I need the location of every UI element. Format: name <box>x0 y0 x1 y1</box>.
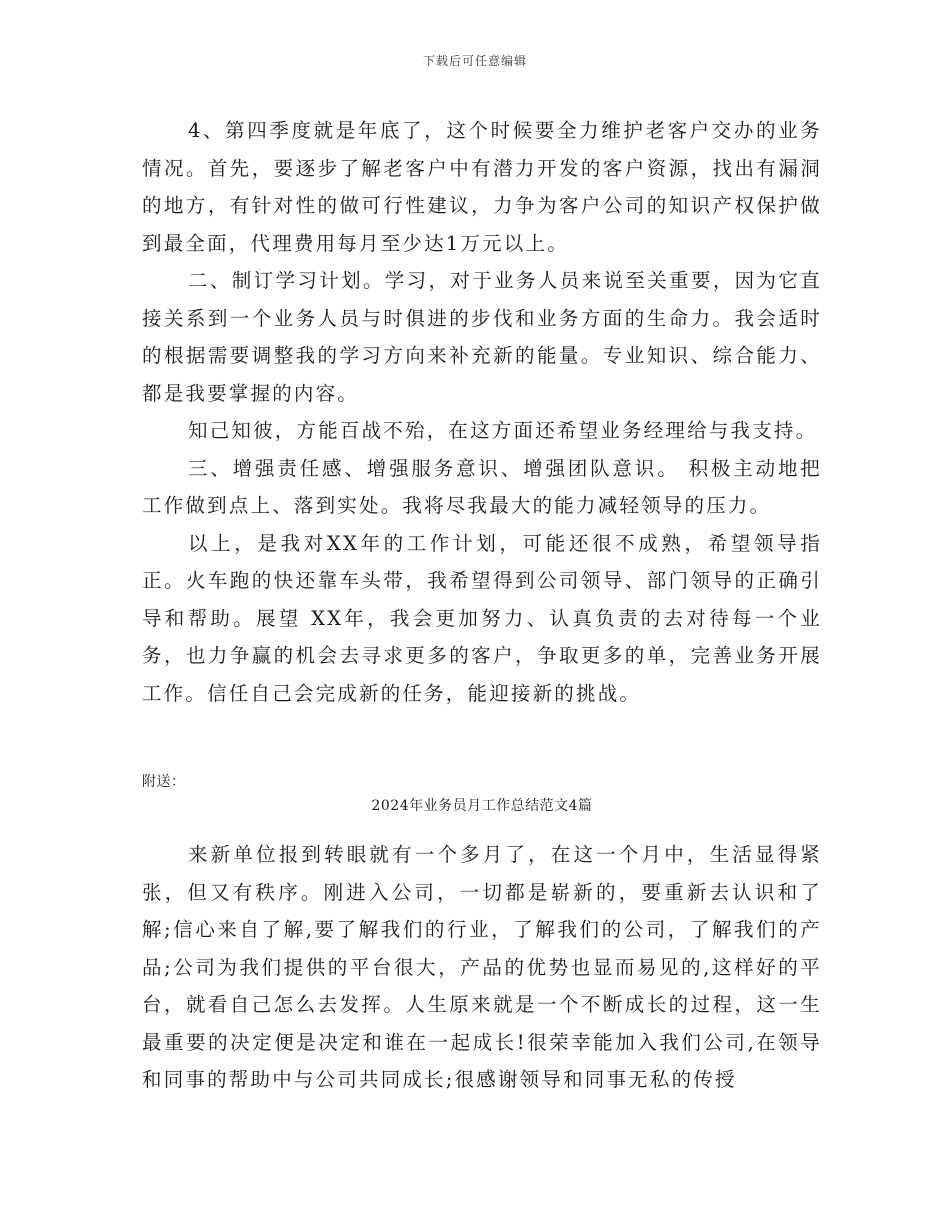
paragraph-conclusion: 以上，是我对XX年的工作计划，可能还很不成熟，希望领导指正。火车跑的快还靠车头带，我希望得到公司领导、部门领导的正确引导和帮助。展望 XX年，我会更加努力、认真负责的去对待每一个业务，也力争赢的机会去寻求更多的客户，争取更多的单，完善业务开展工作。信任自己会完成新的任务，能迎接新的挑战。 <box>142 531 822 705</box>
document-body <box>142 112 822 1099</box>
paragraph-responsibility: 三、增强责任感、增强服务意识、增强团队意识。 积极主动地把工作做到点上、落到实处。我将尽我最大的能力减轻领导的压力。 <box>142 456 822 517</box>
page-header: 下载后可任意编辑 <box>422 54 527 68</box>
paragraph-know-yourself: 知己知彼，方能百战不殆，在这方面还希望业务经理给与我支持。 <box>188 419 818 442</box>
annex-title: 2024年业务员月工作总结范文4篇 <box>371 798 593 814</box>
paragraph-annex-intro: 来新单位报到转眼就有一个多月了，在这一个月中，生活显得紧张，但又有秩序。刚进入公司，一切都是崭新的，要重新去认识和了解;信心来自了解,要了解我们的行业，了解我们的公司，了解我们的产品;公司为我们提供的平台很大，产品的优势也显而易见的,这样好的平台，就看自己怎么去发挥。人生原来就是一个不断成长的过程，这一生最重要的决定便是决定和谁在一起成长!很荣幸能加入我们公司,在领导和同事的帮助中与公司共同成长;很感谢领导和同事无私的传授 <box>142 843 822 1091</box>
paragraph-q4-plan: 4、第四季度就是年底了，这个时候要全力维护老客户交办的业务情况。首先，要逐步了解老客户中有潜力开发的客户资源，找出有漏洞的地方，有针对性的做可行性建议，力争为客户公司的知识产权保护做到最全面，代理费用每月至少达1万元以上。 <box>142 119 822 255</box>
annex-label: 附送： <box>142 774 186 790</box>
paragraph-study-plan: 二、制订学习计划。学习，对于业务人员来说至关重要，因为它直接关系到一个业务人员与时俱进的步伐和业务方面的生命力。我会适时的根据需要调整我的学习方向来补充新的能量。专业知识、综合能力、都是我要掌握的内容。 <box>142 269 822 405</box>
